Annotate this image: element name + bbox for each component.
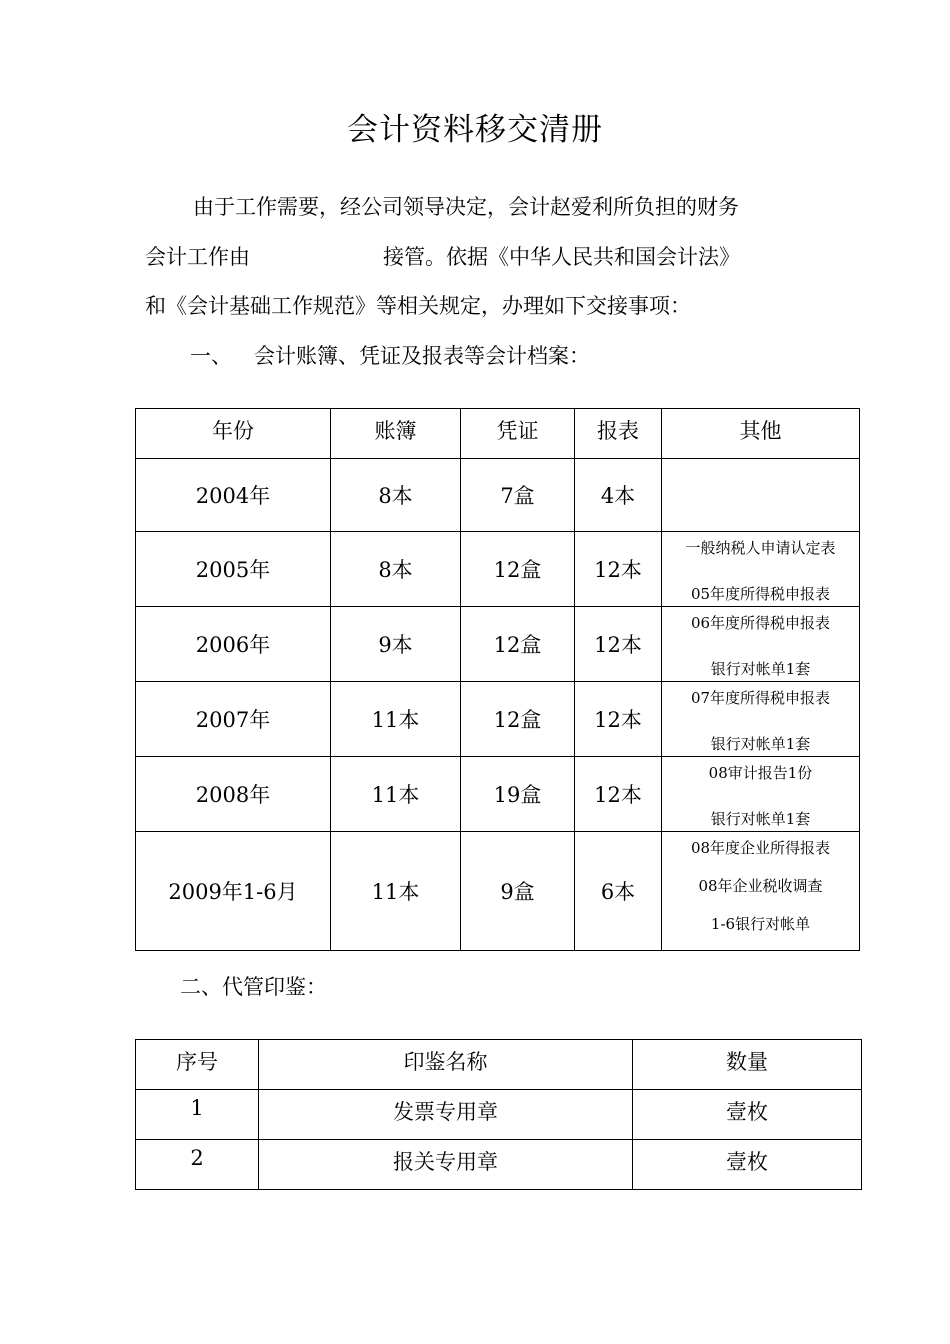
- cell-year: 2004年: [136, 459, 331, 532]
- seal-table-header-row: [136, 1040, 862, 1090]
- other-item: 1-6银行对帐单: [710, 915, 811, 933]
- cell-year: 2007年: [136, 682, 331, 757]
- cell-books: 8本: [331, 459, 461, 532]
- cell-vouchers: 19盒: [461, 757, 575, 832]
- cell-reports: 12本: [575, 607, 662, 682]
- cell-books: 11本: [331, 682, 461, 757]
- document-title: 会计资料移交清册: [347, 112, 603, 148]
- cell-quantity: 壹枚: [633, 1140, 862, 1190]
- table-row: [136, 607, 860, 682]
- cell-quantity: 壹枚: [633, 1090, 862, 1140]
- table-row: [136, 757, 860, 832]
- cell-no: 1: [136, 1090, 259, 1140]
- other-item: 07年度所得税申报表: [690, 689, 831, 707]
- header-vouchers: 凭证: [461, 409, 575, 459]
- cell-other: [662, 832, 860, 951]
- archive-table: [135, 408, 860, 951]
- cell-year: 2009年1-6月: [136, 832, 331, 951]
- other-item: 08年企业税收调查: [698, 877, 823, 895]
- intro-line-2-part-a: 会计工作由: [145, 245, 250, 269]
- other-item: 08年度企业所得报表: [690, 839, 831, 857]
- cell-other: [662, 459, 860, 532]
- cell-books: 8本: [331, 532, 461, 607]
- other-item: 银行对帐单1套: [710, 660, 811, 678]
- cell-other: [662, 757, 860, 832]
- section-2-heading: 二、代管印鉴：: [180, 975, 327, 999]
- other-item: 银行对帐单1套: [710, 735, 811, 753]
- cell-reports: 6本: [575, 832, 662, 951]
- header-reports: 报表: [575, 409, 662, 459]
- cell-vouchers: 7盒: [461, 459, 575, 532]
- cell-year: 2006年: [136, 607, 331, 682]
- header-books: 账簿: [331, 409, 461, 459]
- section-1-number: 一、: [190, 344, 232, 368]
- table-row: [136, 832, 860, 951]
- header-year: 年份: [136, 409, 331, 459]
- table-row: [136, 1140, 862, 1190]
- cell-year: 2005年: [136, 532, 331, 607]
- cell-vouchers: 12盒: [461, 682, 575, 757]
- cell-books: 11本: [331, 757, 461, 832]
- intro-line-2-part-b: 接管。依据《中华人民共和国会计法》: [383, 245, 740, 269]
- intro-line-3: 和《会计基础工作规范》等相关规定，办理如下交接事项：: [145, 294, 691, 318]
- other-item: 银行对帐单1套: [710, 810, 811, 828]
- cell-books: 11本: [331, 832, 461, 951]
- cell-vouchers: 12盒: [461, 607, 575, 682]
- seal-table: [135, 1039, 862, 1190]
- section-1-label: 会计账簿、凭证及报表等会计档案：: [254, 344, 590, 368]
- other-item: 一般纳税人申请认定表: [685, 539, 836, 557]
- cell-reports: 12本: [575, 757, 662, 832]
- cell-other: [662, 607, 860, 682]
- cell-seal-name: 发票专用章: [259, 1090, 633, 1140]
- table-row: [136, 682, 860, 757]
- cell-other: [662, 532, 860, 607]
- cell-vouchers: 9盒: [461, 832, 575, 951]
- cell-vouchers: 12盒: [461, 532, 575, 607]
- table-row: [136, 459, 860, 532]
- header-seal-name: 印鉴名称: [259, 1040, 633, 1090]
- cell-other: [662, 682, 860, 757]
- other-item: 08审计报告1份: [708, 764, 813, 782]
- intro-line-2: [145, 242, 740, 272]
- section-1-heading: [190, 341, 590, 371]
- table-row: [136, 532, 860, 607]
- header-quantity: 数量: [633, 1040, 862, 1090]
- other-item: 05年度所得税申报表: [690, 585, 831, 603]
- cell-no: 2: [136, 1140, 259, 1190]
- other-item: 06年度所得税申报表: [690, 614, 831, 632]
- cell-reports: 12本: [575, 682, 662, 757]
- header-no: 序号: [136, 1040, 259, 1090]
- cell-year: 2008年: [136, 757, 331, 832]
- table-row: [136, 1090, 862, 1140]
- cell-reports: 4本: [575, 459, 662, 532]
- cell-books: 9本: [331, 607, 461, 682]
- archive-table-header-row: [136, 409, 860, 459]
- cell-seal-name: 报关专用章: [259, 1140, 633, 1190]
- intro-line-1: 由于工作需要，经公司领导决定，会计赵爱利所负担的财务: [193, 195, 739, 219]
- header-other: 其他: [662, 409, 860, 459]
- cell-reports: 12本: [575, 532, 662, 607]
